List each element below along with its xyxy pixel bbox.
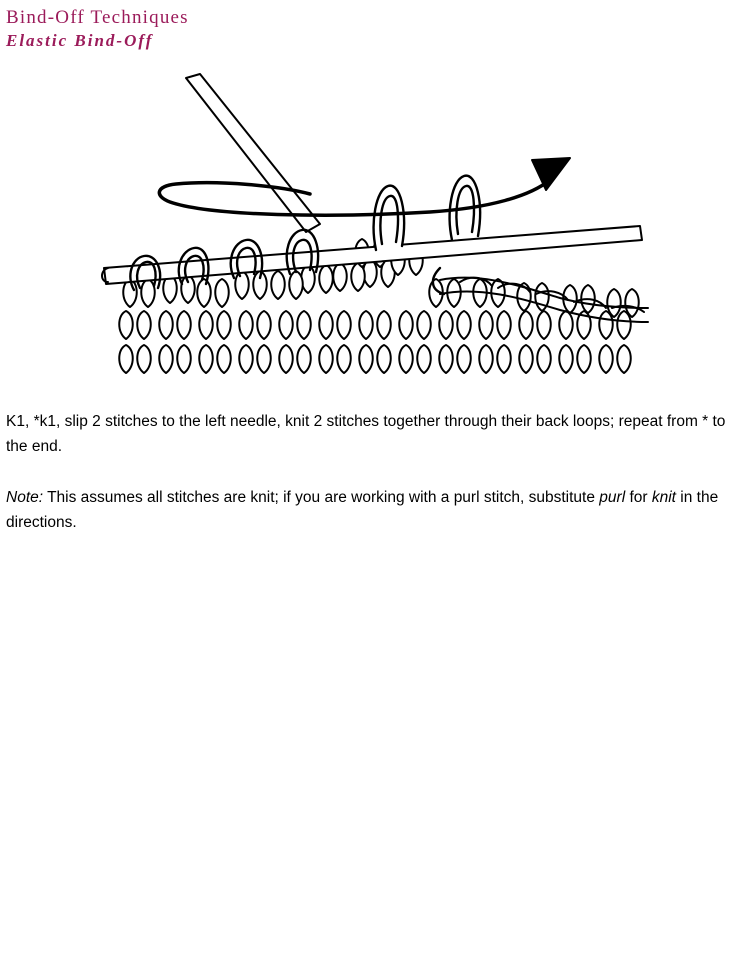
page-heading: [6, 6, 189, 52]
note-text-1: This assumes all stitches are knit; if you are working with a purl stitch, substitute: [43, 489, 600, 506]
note-emphasis-purl: purl: [599, 489, 626, 506]
note-emphasis-knit: knit: [651, 489, 676, 506]
instructions-paragraph: [6, 410, 746, 459]
note-text-2: for: [625, 489, 652, 506]
page-title: Bind-Off Techniques: [6, 7, 189, 28]
motion-arrow: [159, 158, 570, 215]
page-subtitle: Elastic Bind-Off: [6, 31, 154, 50]
instructions-text: K1, *k1, slip 2 stitches to the left needle, knit 2 stitches together through their back loops; repeat from * to the end.: [6, 413, 726, 455]
note-text-3: in the directions.: [6, 489, 719, 531]
note-label: Note:: [6, 489, 44, 506]
knitting-illustration: [100, 72, 652, 394]
note-paragraph: [6, 486, 746, 535]
